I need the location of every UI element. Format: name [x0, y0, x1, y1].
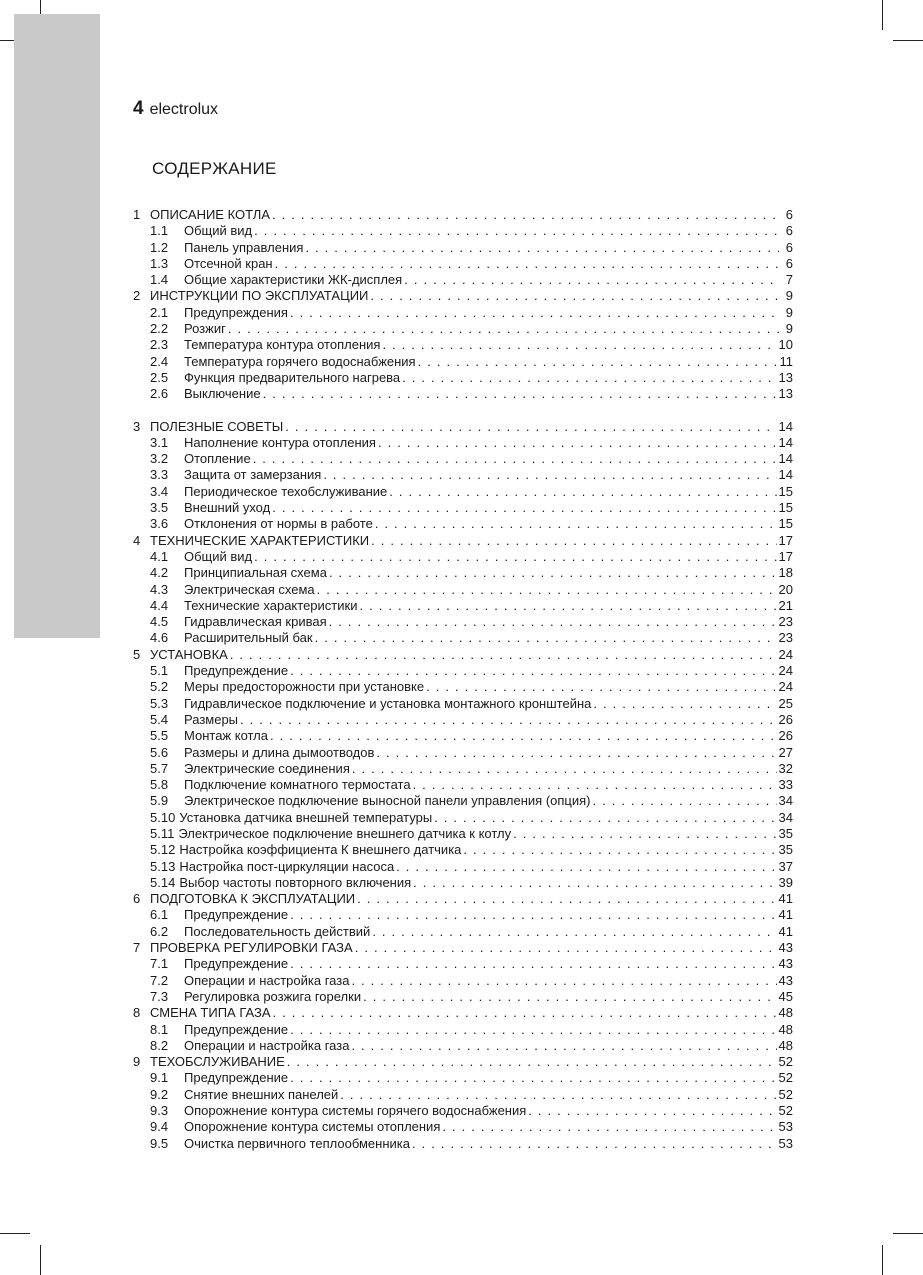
toc-title: Температура контура отопления — [184, 337, 381, 353]
toc-page-number: 53 — [778, 1135, 793, 1151]
toc-page-number: 35 — [778, 825, 793, 841]
toc-page-number: 37 — [778, 858, 793, 874]
toc-number: 3.5 — [150, 500, 169, 516]
crop-mark — [882, 1245, 883, 1275]
toc-number: 7 — [133, 940, 141, 956]
toc-page-number: 43 — [778, 940, 793, 956]
toc-entry[interactable] — [133, 565, 793, 581]
toc-title: Температура горячего водоснабжения — [184, 353, 416, 369]
toc-page-number: 33 — [778, 777, 793, 793]
toc-page-number: 41 — [778, 907, 793, 923]
toc-entry[interactable] — [133, 728, 793, 744]
toc-leader-dots — [375, 516, 777, 532]
toc-number: 4.6 — [150, 630, 169, 646]
toc-title: Гидравлическое подключение и установка монтажного кронштейна — [184, 695, 592, 711]
toc-title: Меры предосторожности при установке — [184, 679, 425, 695]
toc-leader-dots — [357, 891, 776, 907]
toc-page-number: 53 — [778, 1119, 793, 1135]
toc-entry[interactable] — [133, 582, 793, 598]
toc-entry[interactable] — [133, 745, 793, 761]
toc-leader-dots — [254, 223, 779, 239]
toc-title: Электрическое подключение внешнего датчика к котлу — [178, 825, 512, 841]
toc-leader-dots — [285, 419, 776, 435]
side-tab — [14, 14, 100, 638]
toc-title: ОПИСАНИЕ КОТЛА — [150, 207, 270, 222]
toc-chapter[interactable] — [133, 207, 793, 223]
toc-leader-dots — [372, 924, 776, 940]
toc-entry[interactable] — [133, 451, 793, 467]
toc-leader-dots — [463, 842, 776, 858]
toc-page-number: 17 — [778, 548, 793, 564]
toc-number: 9.2 — [150, 1086, 169, 1102]
toc-spacer — [133, 403, 793, 419]
toc-page-number: 45 — [778, 988, 793, 1004]
toc-number: 2.6 — [150, 386, 169, 402]
toc-leader-dots — [323, 467, 776, 483]
toc-leader-dots — [382, 337, 776, 353]
toc-entry[interactable] — [133, 467, 793, 483]
toc-number: 5.2 — [150, 679, 169, 695]
toc-title: УСТАНОВКА — [150, 646, 228, 662]
toc-number: 4.3 — [150, 581, 169, 597]
toc-title: Защита от замерзания — [184, 467, 322, 483]
toc-page-number: 14 — [778, 467, 793, 483]
toc-leader-dots — [315, 630, 777, 646]
toc-chapter[interactable] — [133, 1054, 793, 1070]
toc-page-number: 15 — [778, 500, 793, 516]
toc-entry[interactable] — [133, 516, 793, 532]
toc-number: 1.3 — [150, 255, 169, 271]
toc-number: 3 — [133, 418, 141, 434]
toc-title: Электрические соединения — [184, 760, 350, 776]
toc-page-number: 17 — [778, 532, 793, 548]
crop-mark — [882, 0, 883, 30]
toc-number: 5.11 — [150, 825, 175, 841]
toc-page-number: 20 — [778, 581, 793, 597]
toc-entry[interactable] — [133, 761, 793, 777]
toc-title: ИНСТРУКЦИИ ПО ЭКСПЛУАТАЦИИ — [150, 288, 369, 304]
toc-entry[interactable] — [133, 484, 793, 500]
toc-number: 8.1 — [150, 1021, 169, 1037]
toc-number: 2.3 — [150, 337, 169, 353]
toc-number: 4.1 — [150, 548, 169, 564]
toc-number: 5.10 — [150, 809, 176, 825]
toc-entry[interactable] — [133, 793, 793, 809]
toc-entry[interactable] — [133, 1087, 793, 1103]
toc-title: ТЕХНИЧЕСКИЕ ХАРАКТЕРИСТИКИ — [150, 532, 370, 548]
toc-entry[interactable] — [133, 1022, 793, 1038]
toc-number: 1 — [133, 207, 141, 222]
toc-page-number: 52 — [778, 1070, 793, 1086]
toc-entry[interactable] — [133, 679, 793, 695]
toc-title: Общие характеристики ЖК-дисплея — [184, 272, 403, 288]
toc-leader-dots — [290, 907, 776, 923]
toc-number: 9.1 — [150, 1070, 169, 1086]
toc-page-number: 6 — [785, 255, 793, 271]
toc-title: Размеры и длина дымоотводов — [184, 744, 375, 760]
crop-mark — [0, 1233, 30, 1234]
toc-title: Предупреждения — [184, 304, 288, 320]
toc-number: 2.5 — [150, 369, 169, 385]
toc-number: 3.2 — [150, 451, 169, 467]
toc-number: 2.4 — [150, 353, 169, 369]
toc-number: 6.1 — [150, 907, 169, 923]
toc-page-number: 21 — [778, 597, 793, 613]
toc-entry[interactable] — [133, 435, 793, 451]
toc-page-number: 52 — [778, 1103, 793, 1119]
toc-number: 7.3 — [150, 988, 169, 1004]
toc-page-number: 52 — [778, 1054, 793, 1070]
toc-entry[interactable] — [133, 500, 793, 516]
toc-leader-dots — [253, 451, 777, 467]
toc-number: 7.1 — [150, 956, 169, 972]
toc-title: Операции и настройка газа — [184, 972, 350, 988]
toc-entry[interactable] — [133, 826, 793, 842]
toc-leader-dots — [363, 989, 776, 1005]
crop-mark — [40, 1245, 41, 1275]
toc-leader-dots — [418, 354, 778, 370]
toc-leader-dots — [389, 484, 776, 500]
toc-chapter[interactable] — [133, 1005, 793, 1021]
toc-title: Подключение комнатного термостата — [184, 777, 411, 793]
toc-chapter[interactable] — [133, 940, 793, 956]
toc-title: Очистка первичного теплообменника — [184, 1135, 410, 1151]
toc-number: 4.4 — [150, 597, 169, 613]
toc-entry[interactable] — [133, 712, 793, 728]
toc-leader-dots — [355, 940, 777, 956]
toc-entry[interactable] — [133, 354, 793, 370]
toc-number: 2.2 — [150, 321, 169, 337]
toc-number: 3.3 — [150, 467, 169, 483]
toc-number: 5.13 — [150, 858, 176, 874]
toc-title: Электрическая схема — [184, 581, 315, 597]
toc-title: Предупреждение — [184, 663, 289, 679]
toc-entry[interactable] — [133, 973, 793, 989]
toc-leader-dots — [329, 614, 777, 630]
toc-page-number: 6 — [785, 207, 793, 222]
toc-title: Общий вид — [184, 548, 253, 564]
toc-page-number: 13 — [778, 386, 793, 402]
toc-page-number: 15 — [778, 483, 793, 499]
toc-entry[interactable] — [133, 663, 793, 679]
toc-number: 5.6 — [150, 744, 169, 760]
toc-number: 9.3 — [150, 1103, 169, 1119]
toc-page-number: 52 — [778, 1086, 793, 1102]
toc-title: Последовательность действий — [184, 923, 371, 939]
toc-page-number: 9 — [785, 288, 793, 304]
toc-entry[interactable] — [133, 321, 793, 337]
crop-mark — [893, 1233, 923, 1234]
toc-page-number: 39 — [778, 874, 793, 890]
toc-leader-dots — [240, 712, 777, 728]
toc-page-number: 23 — [778, 630, 793, 646]
toc-page-number: 48 — [778, 1021, 793, 1037]
toc-entry[interactable] — [133, 337, 793, 353]
toc-page-number: 24 — [778, 679, 793, 695]
toc-leader-dots — [329, 565, 777, 581]
toc-entry[interactable] — [133, 630, 793, 646]
toc-number: 9.5 — [150, 1135, 169, 1151]
toc-title: Предупреждение — [184, 907, 289, 923]
toc-page-number: 34 — [778, 809, 793, 825]
toc-leader-dots — [404, 272, 779, 288]
toc-title: Размеры — [184, 711, 239, 727]
toc-entry[interactable] — [133, 696, 793, 712]
toc-title: Выключение — [184, 386, 261, 402]
toc-title: Панель управления — [184, 239, 304, 255]
toc-title: Технические характеристики — [184, 597, 358, 613]
toc-page-number: 43 — [778, 972, 793, 988]
toc-title: Монтаж котла — [184, 728, 268, 744]
toc-number: 2.1 — [150, 304, 169, 320]
toc-title: Настройка коэффициента К внешнего датчика — [179, 842, 462, 858]
toc-entry[interactable] — [133, 1119, 793, 1135]
toc-leader-dots — [528, 1103, 776, 1119]
toc-page-number: 24 — [778, 663, 793, 679]
toc-page-number: 23 — [778, 614, 793, 630]
toc-number: 4.2 — [150, 565, 169, 581]
toc-number: 5.3 — [150, 695, 169, 711]
toc-entry[interactable] — [133, 1103, 793, 1119]
toc-number: 5 — [133, 646, 141, 662]
toc-title: Операции и настройка газа — [184, 1037, 350, 1053]
toc-leader-dots — [263, 386, 777, 402]
toc-page-number: 34 — [778, 793, 793, 809]
toc-entry[interactable] — [133, 256, 793, 272]
toc-title: Регулировка розжига горелки — [184, 988, 362, 1004]
toc-number: 3.4 — [150, 483, 169, 499]
toc-leader-dots — [290, 663, 776, 679]
toc-page-number: 25 — [778, 695, 793, 711]
toc-number: 3.1 — [150, 434, 169, 450]
toc-page-number: 6 — [785, 223, 793, 239]
toc-leader-dots — [413, 777, 777, 793]
toc-leader-dots — [290, 305, 779, 321]
toc-chapter[interactable] — [133, 288, 793, 304]
toc-number: 3.6 — [150, 516, 169, 532]
toc-entry[interactable] — [133, 272, 793, 288]
toc-page-number: 48 — [778, 1005, 793, 1021]
toc-number: 9.4 — [150, 1119, 169, 1135]
toc-title: СМЕНА ТИПА ГАЗА — [150, 1005, 271, 1021]
toc-entry[interactable] — [133, 875, 793, 891]
toc-page-number: 9 — [785, 304, 793, 320]
toc-title: Отклонения от нормы в работе — [184, 516, 373, 532]
toc-entry[interactable] — [133, 386, 793, 402]
toc-leader-dots — [434, 810, 776, 826]
toc-page-number: 35 — [778, 842, 793, 858]
toc-leader-dots — [317, 582, 777, 598]
toc-number: 8 — [133, 1005, 141, 1021]
toc-page-number: 10 — [778, 337, 793, 353]
toc-number: 6 — [133, 891, 141, 907]
toc-leader-dots — [351, 973, 776, 989]
toc-page-number: 48 — [778, 1037, 793, 1053]
toc-entry[interactable] — [133, 370, 793, 386]
toc-title: Снятие внешних панелей — [184, 1086, 339, 1102]
toc-leader-dots — [272, 500, 776, 516]
toc-leader-dots — [593, 793, 777, 809]
toc-leader-dots — [275, 256, 779, 272]
toc-number: 5.7 — [150, 760, 169, 776]
toc-leader-dots — [351, 1038, 776, 1054]
toc-title: Предупреждение — [184, 956, 289, 972]
toc-number: 7.2 — [150, 972, 169, 988]
toc-title: Отопление — [184, 451, 251, 467]
toc-leader-dots — [287, 1054, 777, 1070]
toc-leader-dots — [290, 956, 776, 972]
toc-leader-dots — [413, 875, 776, 891]
toc-page-number: 27 — [778, 744, 793, 760]
toc-title: Опорожнение контура системы горячего водоснабжения — [184, 1103, 527, 1119]
toc-leader-dots — [396, 859, 776, 875]
toc-entry[interactable] — [133, 549, 793, 565]
toc-title: Расширительный бак — [184, 630, 313, 646]
toc-entry[interactable] — [133, 598, 793, 614]
toc-leader-dots — [305, 240, 779, 256]
toc-leader-dots — [290, 1022, 776, 1038]
toc-leader-dots — [230, 647, 777, 663]
toc-title: Установка датчика внешней температуры — [179, 809, 433, 825]
toc-page-number: 6 — [785, 239, 793, 255]
toc-leader-dots — [359, 598, 776, 614]
toc-leader-dots — [593, 696, 776, 712]
toc-number: 8.2 — [150, 1037, 169, 1053]
toc-entry[interactable] — [133, 956, 793, 972]
toc-title: Розжиг — [184, 321, 226, 337]
toc-page-number: 14 — [778, 434, 793, 450]
toc-title: Отсечной кран — [184, 255, 273, 271]
toc-chapter[interactable] — [133, 533, 793, 549]
toc-entry[interactable] — [133, 989, 793, 1005]
toc-leader-dots — [273, 1005, 777, 1021]
toc-leader-dots — [272, 207, 779, 223]
toc-number: 6.2 — [150, 923, 169, 939]
toc-title: ПОДГОТОВКА К ЭКСПЛУАТАЦИИ — [150, 891, 356, 907]
toc-title: Электрическое подключение выносной панели управления (опция) — [184, 793, 591, 809]
toc-number: 5.1 — [150, 663, 169, 679]
toc-title: ТЕХОБСЛУЖИВАНИЕ — [150, 1054, 285, 1070]
toc-number: 4.5 — [150, 614, 169, 630]
toc-number: 1.4 — [150, 272, 169, 288]
table-of-contents — [133, 207, 793, 1152]
toc-title: Принципиальная схема — [184, 565, 327, 581]
toc-title: Функция предварительного нагрева — [184, 369, 401, 385]
toc-leader-dots — [378, 435, 777, 451]
toc-entry[interactable] — [133, 305, 793, 321]
toc-title: Общий вид — [184, 223, 253, 239]
toc-leader-dots — [442, 1119, 776, 1135]
toc-chapter[interactable] — [133, 647, 793, 663]
toc-leader-dots — [426, 679, 776, 695]
toc-page-number: 13 — [778, 369, 793, 385]
toc-number: 9 — [133, 1054, 141, 1070]
toc-leader-dots — [340, 1087, 776, 1103]
toc-leader-dots — [270, 728, 777, 744]
toc-entry[interactable] — [133, 614, 793, 630]
toc-number: 5.14 — [150, 874, 176, 890]
toc-leader-dots — [290, 1070, 776, 1086]
page-title: СОДЕРЖАНИЕ — [152, 159, 277, 178]
toc-entry[interactable] — [133, 907, 793, 923]
toc-entry[interactable] — [133, 223, 793, 239]
toc-page-number: 11 — [779, 353, 793, 369]
toc-leader-dots — [370, 288, 779, 304]
toc-number: 5.8 — [150, 777, 169, 793]
toc-title: Периодическое техобслуживание — [184, 483, 388, 499]
toc-entry[interactable] — [133, 859, 793, 875]
crop-mark — [893, 40, 923, 41]
toc-title: Наполнение контура отопления — [184, 434, 376, 450]
toc-leader-dots — [376, 745, 776, 761]
toc-entry[interactable] — [133, 1070, 793, 1086]
toc-leader-dots — [352, 761, 777, 777]
toc-page-number: 7 — [785, 272, 793, 288]
toc-number: 5.9 — [150, 793, 169, 809]
toc-page-number: 26 — [778, 711, 793, 727]
toc-number: 5.4 — [150, 711, 169, 727]
toc-leader-dots — [371, 533, 776, 549]
toc-page-number: 24 — [778, 646, 793, 662]
toc-page-number: 41 — [778, 891, 793, 907]
toc-entry[interactable] — [133, 810, 793, 826]
toc-page-number: 14 — [778, 451, 793, 467]
toc-leader-dots — [228, 321, 779, 337]
toc-leader-dots — [254, 549, 776, 565]
toc-title: Опорожнение контура системы отопления — [184, 1119, 441, 1135]
toc-page-number: 41 — [778, 923, 793, 939]
toc-entry[interactable] — [133, 1136, 793, 1152]
toc-title: Выбор частоты повторного включения — [179, 874, 412, 890]
toc-title: ПРОВЕРКА РЕГУЛИРОВКИ ГАЗА — [150, 940, 353, 956]
toc-entry[interactable] — [133, 1038, 793, 1054]
toc-page-number: 18 — [778, 565, 793, 581]
toc-number: 5.5 — [150, 728, 169, 744]
toc-chapter[interactable] — [133, 419, 793, 435]
toc-number: 4 — [133, 532, 141, 548]
toc-entry[interactable] — [133, 777, 793, 793]
toc-leader-dots — [412, 1136, 777, 1152]
toc-page-number: 9 — [785, 321, 793, 337]
toc-number: 5.12 — [150, 842, 176, 858]
toc-leader-dots — [402, 370, 776, 386]
page-header — [133, 98, 218, 120]
page-number: 4 — [133, 98, 144, 119]
toc-title: Настройка пост-циркуляции насоса — [179, 858, 395, 874]
toc-title: Гидравлическая кривая — [184, 614, 327, 630]
toc-title: Предупреждение — [184, 1070, 289, 1086]
toc-page-number: 32 — [778, 760, 793, 776]
toc-entry[interactable] — [133, 842, 793, 858]
toc-title: Предупреждение — [184, 1021, 289, 1037]
toc-entry[interactable] — [133, 240, 793, 256]
toc-entry[interactable] — [133, 924, 793, 940]
toc-chapter[interactable] — [133, 891, 793, 907]
toc-number: 1.2 — [150, 239, 169, 255]
toc-title: Внешний уход — [184, 500, 271, 516]
toc-page-number: 26 — [778, 728, 793, 744]
toc-number: 1.1 — [150, 223, 169, 239]
toc-page-number: 14 — [778, 418, 793, 434]
toc-title: ПОЛЕЗНЫЕ СОВЕТЫ — [150, 418, 284, 434]
toc-page-number: 15 — [778, 516, 793, 532]
toc-number: 2 — [133, 288, 141, 304]
toc-page-number: 43 — [778, 956, 793, 972]
brand-name: electrolux — [149, 101, 219, 118]
toc-leader-dots — [513, 826, 776, 842]
